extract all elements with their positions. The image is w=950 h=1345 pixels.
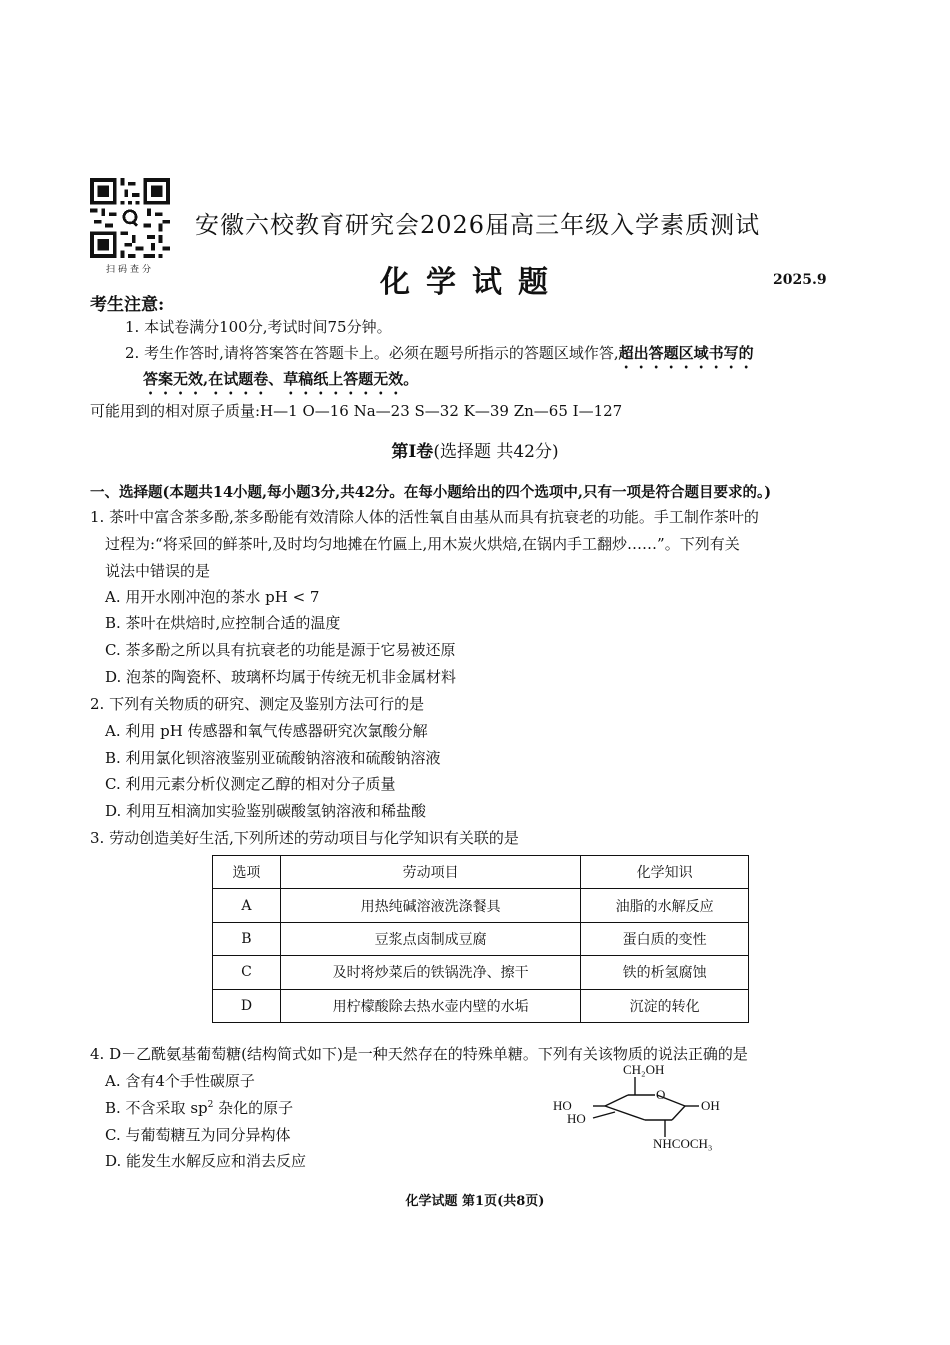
qr-caption: 扫码查分	[105, 265, 154, 275]
table-cell: 豆浆点卤制成豆腐	[280, 922, 580, 955]
q3-table	[212, 855, 749, 1023]
table-row	[213, 922, 749, 955]
q1-stem-line1: 1. 茶叶中富含茶多酚,茶多酚能有效清除人体的活性氧自由基从而具有抗衰老的功能。手工制作茶叶的	[90, 508, 759, 526]
group-ch2oh: CH₂OH	[623, 1062, 665, 1077]
table-cell: 沉淀的转化	[581, 989, 749, 1022]
table-header: 化学知识	[581, 856, 749, 889]
atomic-masses: 可能用到的相对原子质量:H—1 O—16 Na—23 S—32 K—39 Zn—65 I—127	[90, 402, 623, 420]
table-cell: 及时将炒菜后的铁锅洗净、擦干	[280, 956, 580, 989]
notice-item-2-cont: 答案无效,在试题卷、草稿纸上答题无效。	[143, 370, 419, 388]
table-cell: 蛋白质的变性	[581, 922, 749, 955]
q1-stem-line3: 说法中错误的是	[105, 562, 211, 580]
section-title-rest: (选择题 共42分)	[433, 442, 559, 462]
subject-title: 化学试题	[380, 265, 564, 300]
q1-option-b: B. 茶叶在烘焙时,应控制合适的温度	[105, 614, 341, 632]
notice-item-1: 1. 本试卷满分100分,考试时间75分钟。	[125, 318, 392, 336]
section-title-bold: 第Ⅰ卷	[391, 442, 434, 462]
q4-option-b	[105, 1097, 293, 1118]
page-footer: 化学试题 第1页(共8页)	[405, 1194, 545, 1209]
group-ho-upper: HO	[553, 1098, 572, 1113]
section-title	[0, 437, 950, 462]
group-ho-lower: HO	[567, 1111, 586, 1126]
table-cell: 用热纯碱溶液洗涤餐具	[280, 889, 580, 922]
q2-stem: 2. 下列有关物质的研究、测定及鉴别方法可行的是	[90, 695, 425, 713]
group-nhcoch3: NHCOCH₃	[653, 1136, 713, 1151]
q4-option-c: C. 与葡萄糖互为同分异构体	[105, 1126, 291, 1144]
q2-option-b: B. 利用氯化钡溶液鉴别亚硫酸钠溶液和硫酸钠溶液	[105, 749, 441, 767]
q4-option-b-pre: B. 不含采取 sp	[105, 1099, 208, 1117]
table-header: 劳动项目	[280, 856, 580, 889]
q4-option-b-sup: 2	[207, 1100, 214, 1110]
q1-option-a: A. 用开水刚冲泡的茶水 pH < 7	[105, 588, 320, 606]
table-cell: A	[213, 889, 281, 922]
table-row	[213, 889, 749, 922]
q1-option-c: C. 茶多酚之所以具有抗衰老的功能是源于它易被还原	[105, 641, 456, 659]
notice-heading: 考生注意:	[90, 295, 165, 315]
molecule-structure	[545, 1062, 745, 1162]
q2-option-d: D. 利用互相滴加实验鉴别碳酸氢钠溶液和稀盐酸	[105, 802, 427, 820]
notice-emphasis: 超出答题区域书写的	[618, 344, 754, 362]
table-header: 选项	[213, 856, 281, 889]
table-cell: 铁的析氢腐蚀	[581, 956, 749, 989]
group-oh-right: OH	[701, 1098, 720, 1113]
table-row	[213, 956, 749, 989]
section-instruction: 一、选择题(本题共14小题,每小题3分,共42分。在每小题给出的四个选项中,只有一项是符合题目要求的。)	[90, 484, 772, 501]
exam-title: 安徽六校教育研究会2026届高三年级入学素质测试	[195, 211, 761, 239]
ring-oxygen: O	[656, 1087, 666, 1102]
q2-option-c: C. 利用元素分析仪测定乙醇的相对分子质量	[105, 775, 396, 793]
ring-bonds	[593, 1077, 699, 1137]
exam-date: 2025.9	[773, 272, 827, 288]
q4-option-d: D. 能发生水解反应和消去反应	[105, 1152, 307, 1170]
q1-stem-line2: 过程为:“将采回的鲜茶叶,及时均匀地摊在竹匾上,用木炭火烘焙,在锅内手工翻炒……”。下列有关	[105, 535, 740, 553]
qr-code	[90, 178, 170, 258]
q4-option-a: A. 含有4个手性碳原子	[105, 1072, 255, 1090]
table-cell: 用柠檬酸除去热水壶内壁的水垢	[280, 989, 580, 1022]
table-cell: C	[213, 956, 281, 989]
notice-item-2-text: 2. 考生作答时,请将答案答在答题卡上。必须在题号所指示的答题区域作答,	[125, 344, 619, 362]
table-cell: 油脂的水解反应	[581, 889, 749, 922]
q1-option-d: D. 泡茶的陶瓷杯、玻璃杯均属于传统无机非金属材料	[105, 668, 457, 686]
table-cell: B	[213, 922, 281, 955]
table-cell: D	[213, 989, 281, 1022]
table-header-row	[213, 856, 749, 889]
q2-option-a: A. 利用 pH 传感器和氧气传感器研究次氯酸分解	[105, 722, 428, 740]
q3-stem: 3. 劳动创造美好生活,下列所述的劳动项目与化学知识有关联的是	[90, 829, 519, 847]
q4-option-b-post: 杂化的原子	[213, 1099, 294, 1117]
q4-stem: 4. D－乙酰氨基葡萄糖(结构简式如下)是一种天然存在的特殊单糖。下列有关该物质的说法正确的是	[90, 1045, 748, 1063]
table-row	[213, 989, 749, 1022]
